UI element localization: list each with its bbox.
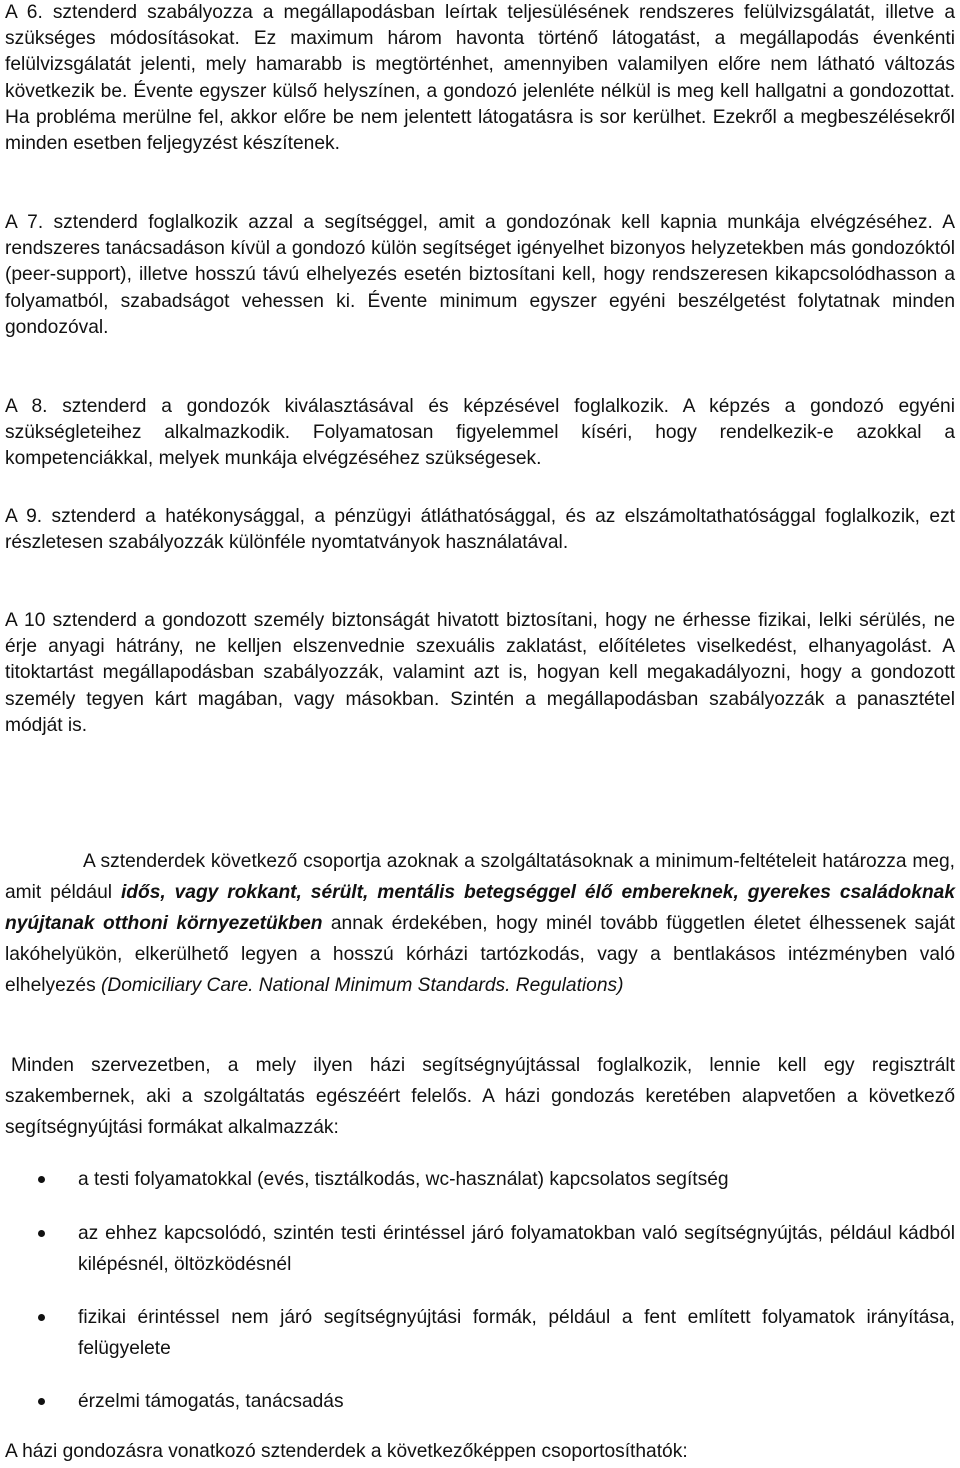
- bullet-icon: [38, 1314, 45, 1321]
- intro-source-reference: (Domiciliary Care. National Minimum Standards. Regulations): [101, 975, 624, 996]
- list-item-text: a testi folyamatokkal (evés, tisztálkodás, wc-használat) kapcsolatos segítség: [78, 1169, 729, 1190]
- paragraph-standard-8: A 8. sztenderd a gondozók kiválasztásával és képzésével foglalkozik. A képzés a gondozó egyéni szükségleteihez alkalmazkodik. Folyamatosan figyelemmel kíséri, hogy rendelkezik-e azokkal a kompetenciákkal, melyek munkája elvégzéséhez szükségesek.: [5, 396, 955, 470]
- paragraph-closing: A házi gondozásra vonatkozó sztenderdek a következőképpen csoportosíthatók:: [5, 1441, 688, 1462]
- list-item-text: az ehhez kapcsolódó, szintén testi érintéssel járó folyamatokban való segítségnyújtás, például kádból kilépésnél, öltözködésnél: [78, 1223, 955, 1275]
- paragraph-domiciliary-intro: [5, 846, 955, 1001]
- list-item-text: érzelmi támogatás, tanácsadás: [78, 1391, 344, 1412]
- paragraph-organizations: Minden szervezetben, a mely ilyen házi segítségnyújtással foglalkozik, lennie kell egy regisztrált szakembernek, aki a szolgáltatás egészéért felelős. A házi gondozás keretében alapvetően a következő segítségnyújtási formákat alkalmazzák:: [5, 1055, 955, 1138]
- list-item-text: fizikai érintéssel nem járó segítségnyújtási formák, például a fent említett folyamatok irányítása, felügyelete: [78, 1307, 955, 1359]
- paragraph-standard-9: A 9. sztenderd a hatékonysággal, a pénzügyi átláthatósággal, és az elszámoltathatósággal foglalkozik, ezt részletesen szabályozzák különféle nyomtatványok használatával.: [5, 506, 955, 554]
- paragraph-standard-6: A 6. sztenderd szabályozza a megállapodásban leírtak teljesülésének rendszeres felülvizsgálatát, illetve a szükséges módosításokat. Ez maximum három havonta történő látogatást, a megállapodás évenkénti felülvizsgálatát jelenti, mely hamarabb is megtörténhet, amennyiben valamilyen előre nem látható változás következik be. Évente egyszer külső helyszínen, a gondozó jelenléte nélkül is meg kell hallgatni a gondozottat. Ha probléma merülne fel, akkor előre be nem jelentett látogatásra is sor kerülhet. Ezekről a megbeszélésekről minden esetben feljegyzést készítenek.: [5, 2, 955, 155]
- intro-text-after: annak érdekében, hogy minél tovább független életet élhessenek saját lakóhelyükön, elkerülhető legyen a hosszú kórházi tartózkodás, vagy a bentlakásos intézményben való elhelyezés: [5, 913, 955, 996]
- bullet-icon: [38, 1398, 45, 1405]
- paragraph-standard-10: A 10 sztenderd a gondozott személy biztonságát hivatott biztosítani, hogy ne érhesse fizikai, lelki sérülés, ne érje anyagi hátrány, ne kelljen elszenvednie szexuális zaklatást, előítéletes viselkedést, elhanyagolást. A titoktartást megállapodásban szabályozzák, valamint azt is, hogyan kell megakadályozni, hogy a gondozott személy tegyen kárt magában, vagy másokban. Szintén a megállapodásban szabályozzák a panasztétel módját is.: [5, 610, 955, 736]
- intro-emphasis: idős, vagy rokkant, sérült, mentális betegséggel élő embereknek, gyerekes családoknak nyújtanak otthoni környezetükben: [5, 882, 956, 934]
- bullet-icon: [38, 1176, 45, 1183]
- intro-text-before: A sztenderdek következő csoportja azoknak a szolgáltatásoknak a minimum-feltételeit határozza meg, amit például: [5, 851, 955, 903]
- bullet-icon: [38, 1230, 45, 1237]
- paragraph-standard-7: A 7. sztenderd foglalkozik azzal a segítséggel, amit a gondozónak kell kapnia munkája elvégzéséhez. A rendszeres tanácsadáson kívül a gondozó külön segítséget igényelhet bizonyos helyzetekben más gondozóktól (peer-support), illetve hosszú távú elhelyezés esetén biztosítani kell, hogy rendszeresen kikapcsolódhasson a folyamatból, szabadságot vehessen ki. Évente minimum egyszer egyéni beszélgetést folytatnak minden gondozóval.: [5, 212, 955, 338]
